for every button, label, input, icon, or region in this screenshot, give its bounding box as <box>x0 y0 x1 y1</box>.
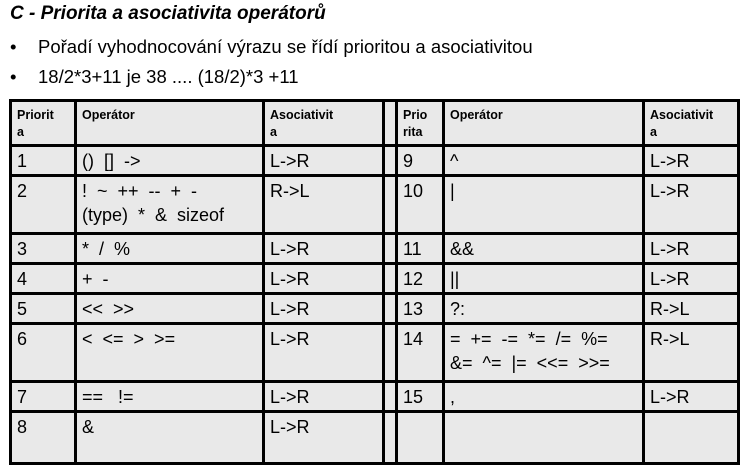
cell-operator-right: || <box>445 265 642 292</box>
bullet-symbol: • <box>10 66 17 87</box>
cell-operator-left: << >> <box>77 295 262 322</box>
header-operator-left: Operátor <box>77 102 262 144</box>
cell-associativity-left: L->R <box>265 325 382 380</box>
cell-associativity-right: L->R <box>645 177 737 232</box>
cell-associativity-left: L->R <box>265 413 382 462</box>
cell-priority-right: 15 <box>398 383 442 410</box>
gap-cell <box>385 383 395 410</box>
cell-associativity-right: R->L <box>645 325 737 380</box>
gap-cell <box>385 295 395 322</box>
cell-associativity-right <box>645 413 737 462</box>
slide-title: C - Priorita a asociativita operátorů <box>10 3 326 24</box>
cell-priority-left: 4 <box>12 265 74 292</box>
gap-cell <box>385 413 395 462</box>
bullet-line-2 <box>10 66 299 88</box>
bullet-line-1 <box>10 36 533 58</box>
cell-operator-right: ^ <box>445 147 642 174</box>
header-associativity-right: Asociativit a <box>645 102 737 144</box>
cell-priority-right: 9 <box>398 147 442 174</box>
bullet-symbol: • <box>10 36 17 57</box>
cell-priority-left: 8 <box>12 413 74 462</box>
cell-associativity-right: L->R <box>645 265 737 292</box>
gap-cell <box>385 147 395 174</box>
cell-priority-left: 3 <box>12 235 74 262</box>
cell-operator-left: + - <box>77 265 262 292</box>
cell-associativity-right: R->L <box>645 295 737 322</box>
cell-associativity-right: L->R <box>645 235 737 262</box>
gap-cell <box>385 177 395 232</box>
gap-cell <box>385 325 395 380</box>
header-priority-left: Priorit a <box>12 102 74 144</box>
cell-operator-left: < <= > >= <box>77 325 262 380</box>
cell-priority-right: 12 <box>398 265 442 292</box>
cell-priority-right <box>398 413 442 462</box>
cell-priority-left: 6 <box>12 325 74 380</box>
header-associativity-left: Asociativit a <box>265 102 382 144</box>
header-priority-right: Prio rita <box>398 102 442 144</box>
cell-operator-left: == != <box>77 383 262 410</box>
cell-priority-right: 13 <box>398 295 442 322</box>
cell-operator-left: () [] -> <box>77 147 262 174</box>
header-operator-right: Operátor <box>445 102 642 144</box>
bullet-text: Pořadí vyhodnocování výrazu se řídí prioritou a asociativitou <box>38 36 533 57</box>
cell-priority-right: 14 <box>398 325 442 380</box>
cell-associativity-left: L->R <box>265 383 382 410</box>
cell-operator-right: , <box>445 383 642 410</box>
gap-cell <box>385 265 395 292</box>
cell-operator-left: * / % <box>77 235 262 262</box>
cell-priority-left: 5 <box>12 295 74 322</box>
cell-operator-right: = += -= *= /= %= &= ^= |= <<= >>= <box>445 325 642 380</box>
cell-associativity-left: L->R <box>265 295 382 322</box>
cell-operator-left: & <box>77 413 262 462</box>
cell-operator-right: ?: <box>445 295 642 322</box>
cell-associativity-left: R->L <box>265 177 382 232</box>
cell-associativity-right: L->R <box>645 383 737 410</box>
cell-priority-right: 10 <box>398 177 442 232</box>
gap-cell <box>385 235 395 262</box>
cell-operator-right <box>445 413 642 462</box>
cell-operator-right: && <box>445 235 642 262</box>
operator-precedence-table <box>9 99 740 465</box>
cell-priority-left: 2 <box>12 177 74 232</box>
gap-cell <box>385 102 395 144</box>
cell-priority-right: 11 <box>398 235 442 262</box>
cell-priority-left: 7 <box>12 383 74 410</box>
cell-associativity-right: L->R <box>645 147 737 174</box>
cell-associativity-left: L->R <box>265 235 382 262</box>
cell-operator-left: ! ~ ++ -- + - (type) * & sizeof <box>77 177 262 232</box>
cell-priority-left: 1 <box>12 147 74 174</box>
cell-associativity-left: L->R <box>265 265 382 292</box>
bullet-text: 18/2*3+11 je 38 .... (18/2)*3 +11 <box>38 66 299 87</box>
cell-associativity-left: L->R <box>265 147 382 174</box>
cell-operator-right: | <box>445 177 642 232</box>
